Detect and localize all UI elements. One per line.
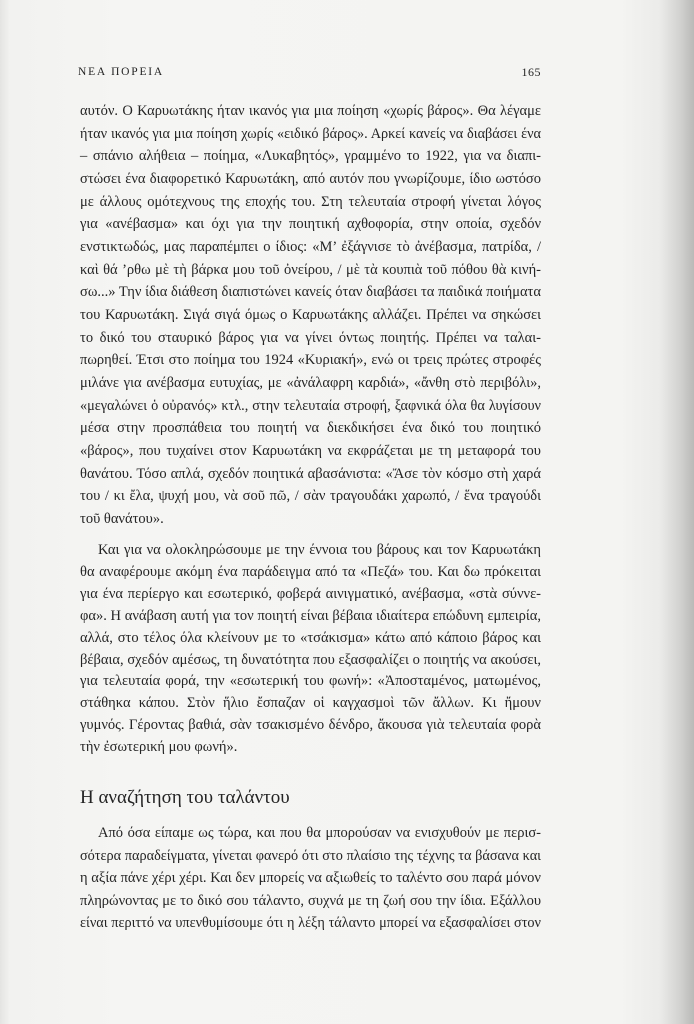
text-line: βέβαια, σχεδόν αμέσως, τη δυνατότητα που εξασφαλίζει ο ποιητής να ακούσει, (80, 651, 541, 668)
text-line: θα αναφέρουμε ακόμη ένα παράδειγμα από τα «Πεζά» του. Και δω πρόκειται (80, 563, 541, 580)
text-line: – σπάνιο αλήθεια – ποίημα, «Λυκαβητός», γραμμένο το 1922, για να διαπι- (80, 148, 541, 165)
text-line: το δικό του σταυρικό βάρος για να γίνει όντως ποιητής. Πρέπει να ταλαι- (80, 329, 541, 346)
text-line: αυτόν. Ο Καρυωτάκης ήταν ικανός για μια ποίηση «χωρίς βάρος». Θα λέγαμε (80, 103, 541, 119)
text-line: ήταν ικανός για μια ποίηση χωρίς «ειδικό βάρος». Αρκεί κανείς να διαβάσει ένα (80, 125, 541, 142)
text-line: ενστικτωδώς, μας παραπέμπει ο ίδιος: «Μ’ ἐξάγνισε τὸ ἀνέβασμα, πατρίδα, / (80, 238, 541, 255)
text-line: με άλλους ομότεχνους της εποχής του. Στη τελευταία στροφή γίνεται λόγος (80, 193, 541, 210)
text-line: μέσα στην προσπάθεια του ποιητή να διεκδικήσει ένα δικό του ποιητικό (80, 420, 541, 437)
text-line: στώσει ένα διαφορετικό Καρυωτάκη, από αυτόν που γνωρίζουμε, ίδιο ωστόσο (80, 170, 541, 187)
text-line: θανάτου. Τόσο απλά, σχεδόν ποιητικά αβασάνιστα: «Ἄσε τὸν κόσμο στὴ χαρά (80, 465, 541, 482)
text-line: φα». Η ανάβαση αυτή για τον ποιητή είναι βέβαια ιδιαίτερα επώδυνη εμπειρία, (80, 607, 541, 624)
paragraph-1 (80, 100, 541, 530)
text-line: γυμνός. Γέροντας βαθιά, σὰν τσακισμένο δένδρο, ἄκουσα γιὰ τελευταία φορὰ (80, 717, 541, 734)
text-line: του Καρυωτάκη. Σιγά σιγά όμως ο Καρυωτάκης αλλάζει. Πρέπει να σηκώσει (80, 306, 541, 323)
text-line: είναι περιττό να υπενθυμίσουμε ότι η λέξη τάλαντο μπορεί να εξασφαλίσει στον (80, 915, 541, 931)
paragraph-2 (80, 540, 541, 759)
section-heading: Η αναζήτηση του ταλάντου (80, 787, 290, 808)
text-line: του / κι ἔλα, ψυχή μου, νὰ σοῦ πῶ, / σὰν τραγουδάκι χαρωπό, / ἕνα τραγούδι (80, 488, 541, 505)
text-line: σω...» Την ίδια διάθεση διαπιστώνει κανείς όταν διαβάσει τα παιδικά ποιήματα (80, 284, 541, 301)
text-line: η αξία πάνε χέρι χέρι. Και δεν μπορείς να αξιωθείς το ταλέντο σου παρά μόνον (80, 870, 541, 886)
paragraph-3 (80, 822, 541, 935)
text-line: τοῦ θανάτου». (80, 510, 164, 527)
text-line: τὴν ἐσωτερική μου φωνή». (80, 739, 238, 756)
text-line: μιλάνε για ανέβασμα ευτυχίας, με «ἀνάλαφρη καρδιά», «ἄνθη στὸ περιβόλι», (80, 374, 541, 391)
text-line: αλλά, στο τέλος όλα κλείνουν με το «τσάκισμα» κάτω από κάποιο βάρος και (80, 629, 541, 646)
text-line: στάθηκα κάπου. Στὸν ἥλιο ἔσπαζαν οἱ καγχασμοὶ τῶν ἄλλων. Κι ἤμουν (80, 695, 541, 712)
text-line: για «ανέβασμα» και όχι για την ποιητική αχθοφορία, στην οποία, σχεδόν (80, 216, 541, 233)
text-line: Και για να ολοκληρώσουμε με την έννοια του βάρους και τον Καρυωτάκη (98, 542, 541, 558)
page-number: 165 (521, 65, 541, 79)
text-line: σότερα παραδείγματα, γίνεται φανερό ότι στο πλαίσιο της τέχνης τα βάσανα και (80, 847, 541, 864)
running-header-title: ΝΕΑ ΠΟΡΕΙΑ (78, 66, 165, 78)
text-line: πωρηθεί. Έτσι στο ποίημα του 1924 «Κυριακή», ενώ οι τρεις πρώτες στροφές (80, 352, 541, 369)
text-line: πληρώνοντας με το δικό σου τάλαντο, συχνά με τη ζωή σου την ίδια. Εξάλλου (80, 892, 541, 909)
text-line: για ένα περίεργο και εσωτερικό, φοβερά αινιγματικό, ανέβασμα, «στὰ σύννε- (80, 585, 541, 602)
text-line: για τελευταία φορά, την «εσωτερική του φωνή»: «Ἀποσταμένος, ματωμένος, (80, 673, 541, 690)
text-line: καὶ θά ’ρθω μὲ τὴ βάρκα μου τοῦ ὀνείρου, / μὲ τὰ κουπιὰ τοῦ πόθου θὰ κινή- (80, 261, 541, 278)
text-line: «βάρος», που τυχαίνει στον Καρυωτάκη να εκφράζεται με τη μεταφορά του (80, 442, 541, 459)
text-line: «μεγαλώνει ὁ οὐρανός» κτλ., στην τελευταία στροφή, ξαφνικά όλα θα λυγίσουν (80, 397, 541, 414)
text-line: Από όσα είπαμε ως τώρα, και που θα μπορούσαν να ενισχυθούν με περισ- (98, 825, 541, 841)
